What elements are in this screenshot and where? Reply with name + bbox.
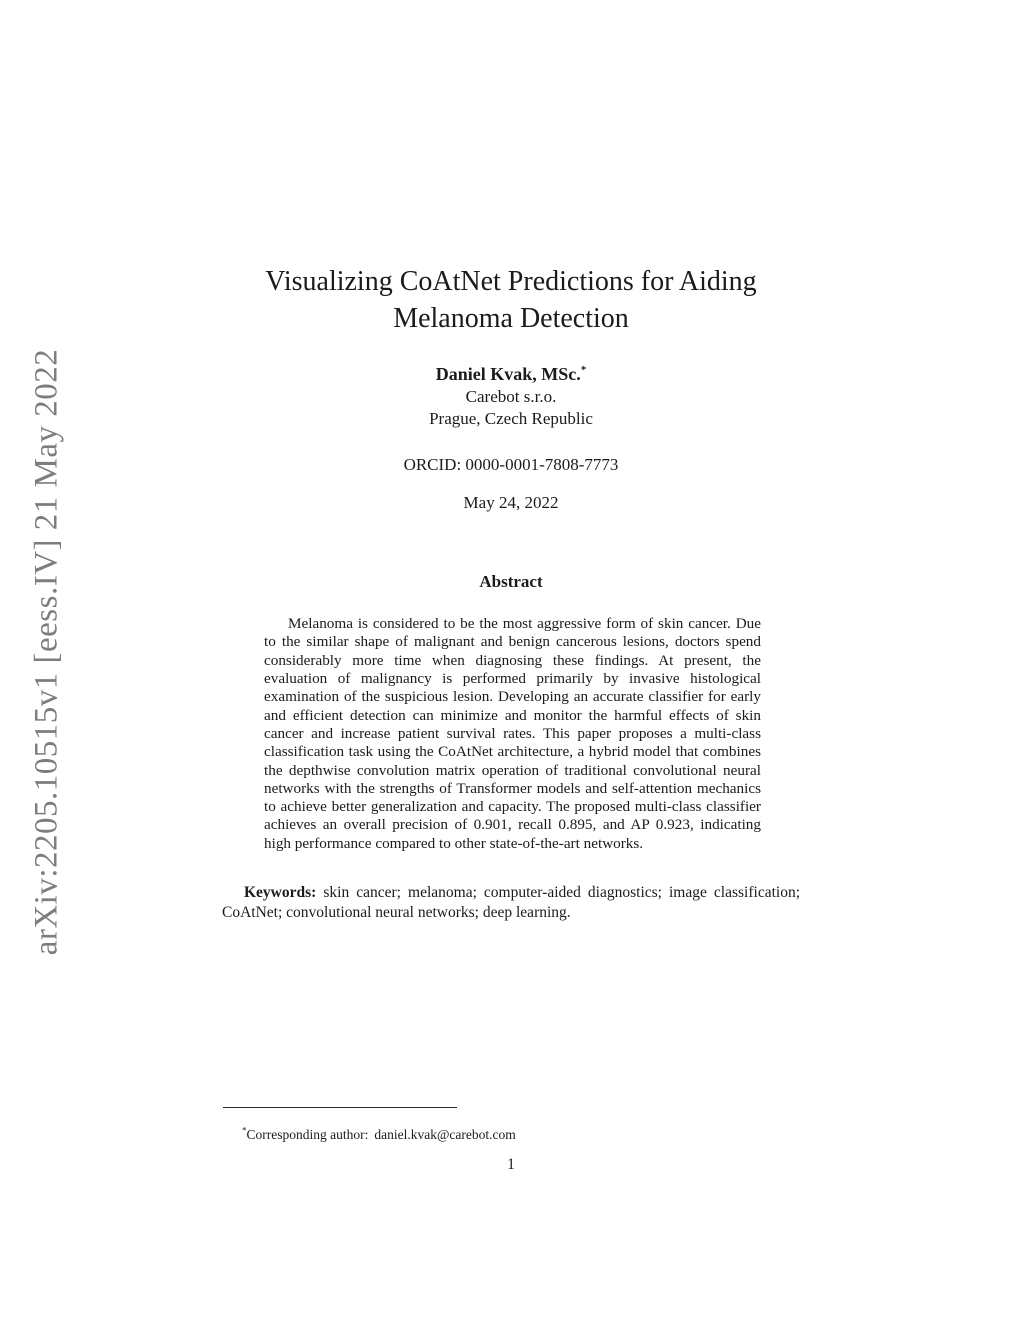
author-location: Prague, Czech Republic: [429, 408, 593, 428]
keywords-label: Keywords:: [244, 883, 317, 901]
author-block: [222, 362, 800, 429]
footnote-rule: [223, 1107, 457, 1108]
paper-title: [222, 263, 800, 337]
abstract-body: Melanoma is considered to be the most aggressive form of skin cancer. Due to the similar shape of malignant and benign cancerous lesions, doctors spend considerably more time when diagnosing these findings. At present, the evaluation of malignancy is performed primarily by invasive histological examination of the suspicious lesion. Developing an accurate classifier for early and efficient detection can minimize and monitor the harmful effects of skin cancer and increase patient survival rates. This paper proposes a multi-class classification task using the CoAtNet architecture, a hybrid model that combines the depthwise convolution matrix operation of traditional convolutional neural networks with the strengths of Transformer models and self-attention mechanics to achieve better generalization and capacity. The proposed multi-class classifier achieves an overall precision of 0.901, recall 0.895, and AP 0.923, indicating high performance compared to other state-of-the-art networks.: [264, 615, 761, 852]
page-number: 1: [507, 1156, 515, 1173]
abstract-heading: Abstract: [479, 572, 543, 591]
paper-title-line1: Visualizing CoAtNet Predictions for Aiding: [265, 266, 757, 297]
author-name: [222, 362, 800, 386]
date-line: May 24, 2022: [463, 493, 559, 512]
author-footnote-marker: *: [580, 364, 587, 376]
arxiv-watermark: arXiv:2205.10515v1 [eess.IV] 21 May 2022: [28, 348, 65, 956]
keywords-text: skin cancer; melanoma; computer-aided diagnostics; image classification; CoAtNet; convolutional neural networks; deep learning.: [222, 883, 800, 922]
footnote-marker: *: [242, 1125, 247, 1135]
paper-title-line2: Melanoma Detection: [393, 303, 629, 334]
orcid-line: ORCID: 0000-0001-7808-7773: [403, 455, 619, 474]
footnote: [222, 1126, 800, 1144]
author-name-text: Daniel Kvak, MSc.: [435, 364, 581, 384]
author-affiliation: Carebot s.r.o.: [465, 387, 557, 406]
footnote-email: daniel.kvak@carebot.com: [374, 1126, 516, 1142]
keywords-paragraph: [222, 883, 800, 925]
footnote-label: Corresponding author:: [246, 1126, 369, 1142]
